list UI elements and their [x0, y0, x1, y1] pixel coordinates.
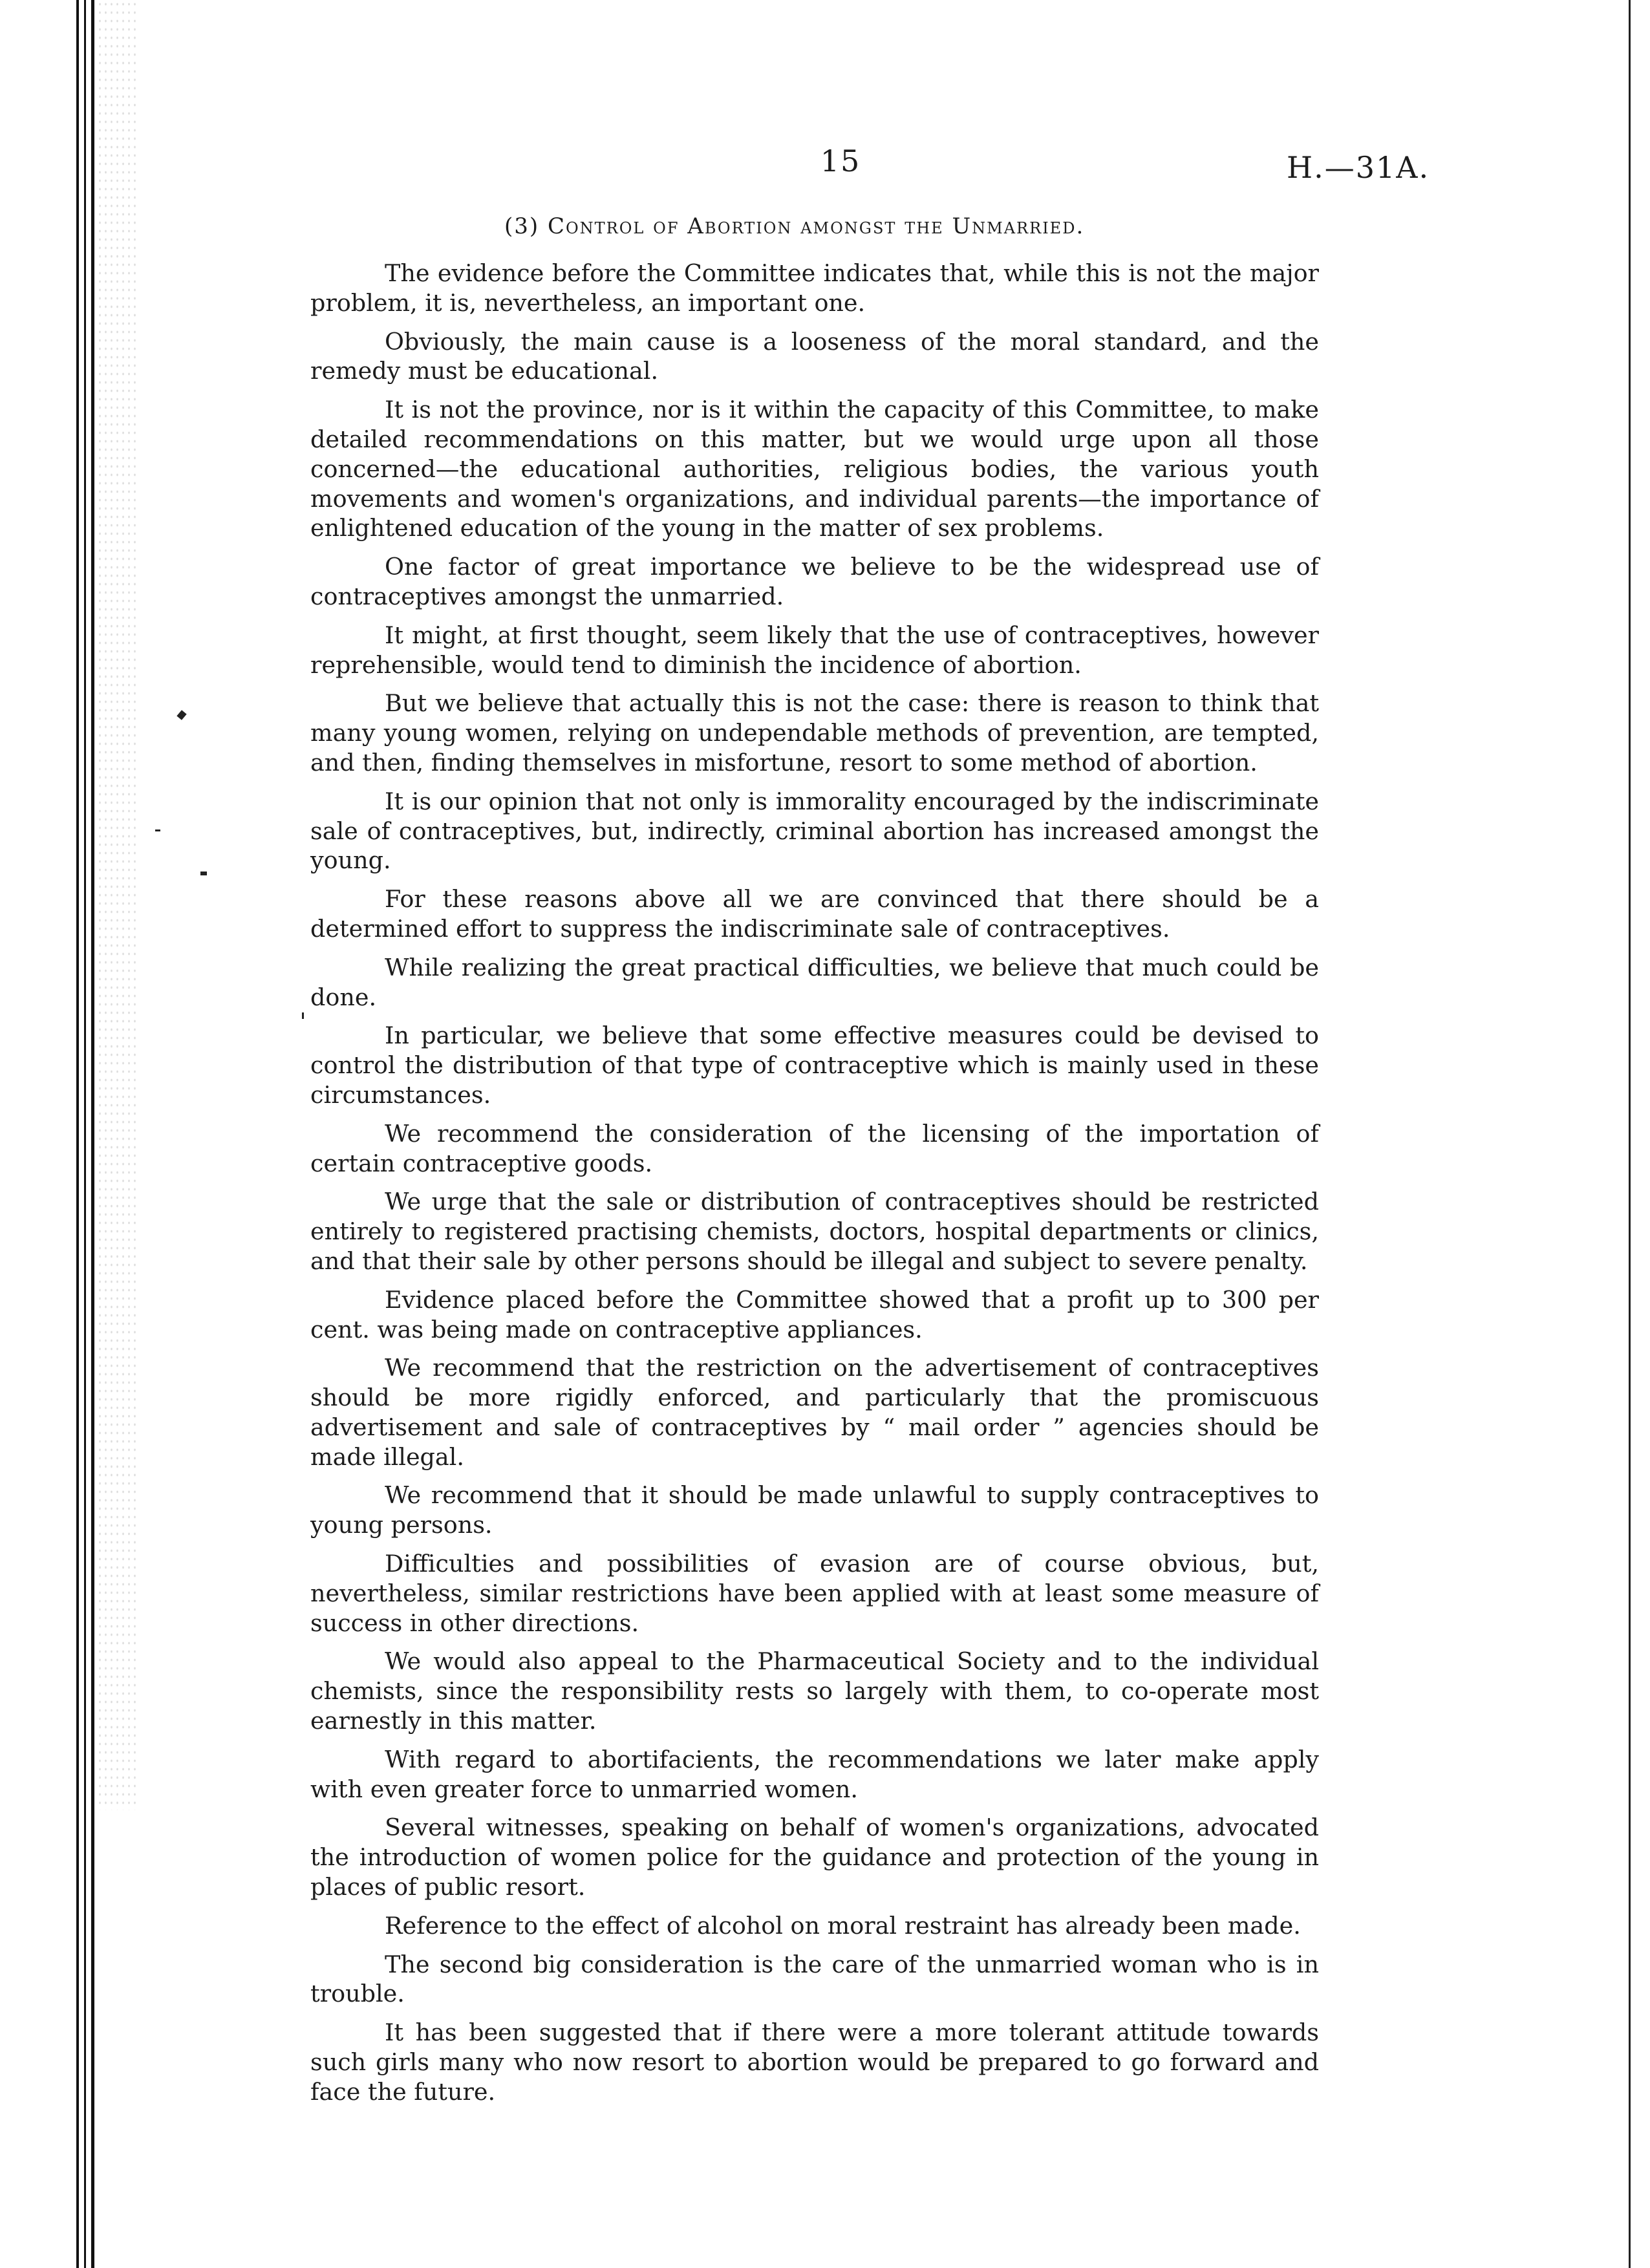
paragraph: The evidence before the Committee indicates that, while this is not the major problem, it is, nevertheless, an important one.: [310, 259, 1319, 317]
paragraph: We would also appeal to the Pharmaceutical Society and to the individual chemists, since the responsibility rests so largely with them, to co-operate most earnestly in this matter.: [310, 1647, 1319, 1735]
binding-rule: [84, 0, 86, 2268]
paragraph: It is our opinion that not only is immorality encouraged by the indiscriminate sale of contraceptives, but, indirectly, criminal abortion has increased amongst the young.: [310, 787, 1319, 875]
paragraph: For these reasons above all we are convinced that there should be a determined effort to suppress the indiscriminate sale of contraceptives.: [310, 885, 1319, 943]
paragraph: We recommend that the restriction on the advertisement of contraceptives should be more rigidly enforced, and particularly that the promiscuous advertisement and sale of contraceptives by “ mail order ” agencies should be made illegal.: [310, 1354, 1319, 1471]
stray-ink-mark: [200, 872, 207, 875]
paragraph: We recommend the consideration of the licensing of the importation of certain contraceptive goods.: [310, 1119, 1319, 1177]
paragraph: It is not the province, nor is it within the capacity of this Committee, to make detailed recommendations on this matter, but we would urge upon all those concerned—the educational authorities, religious bodies, the various youth movements and women's organizations, and individual parents—the importance of enlightened education of the young in the matter of sex problems.: [310, 396, 1319, 542]
stray-ink-mark: [302, 1012, 304, 1019]
paragraph: Difficulties and possibilities of evasion are of course obvious, but, nevertheless, similar restrictions have been applied with at least some measure of success in other directions.: [310, 1550, 1319, 1637]
paragraph: Reference to the effect of alcohol on moral restraint has already been made.: [385, 1911, 1301, 1940]
binding-rule: [91, 0, 94, 2268]
paragraph: But we believe that actually this is not the case: there is reason to think that many young women, relying on undependable methods of prevention, are tempted, and then, finding themselves in misfortune, resort to some method of abortion.: [310, 689, 1319, 776]
paragraph: With regard to abortifacients, the recommendations we later make apply with even greater force to unmarried women.: [310, 1745, 1319, 1803]
paragraph: It might, at first thought, seem likely that the use of contraceptives, however reprehensible, would tend to diminish the incidence of abortion.: [310, 621, 1319, 679]
paragraph: We recommend that it should be made unlawful to supply contraceptives to young persons.: [310, 1481, 1319, 1539]
paragraph: In particular, we believe that some effective measures could be devised to control the distribution of that type of contraceptive which is mainly used in these circumstances.: [310, 1022, 1319, 1109]
binding-rule: [76, 0, 79, 2268]
paragraph: The second big consideration is the care of the unmarried woman who is in trouble.: [310, 1950, 1319, 2008]
page-number: 15: [820, 144, 861, 178]
scan-noise: [97, 0, 136, 1810]
paragraph: We urge that the sale or distribution of contraceptives should be restricted entirely to registered practising chemists, doctors, hospital departments or clinics, and that their sale by other persons should be illegal and subject to severe penalty.: [310, 1188, 1319, 1275]
stray-ink-mark: [177, 710, 186, 720]
stray-ink-mark: [155, 829, 160, 831]
section-heading: (3) Control of Abortion amongst the Unmarried.: [504, 213, 1085, 239]
paragraph: It has been suggested that if there were a more tolerant attitude towards such girls many who now resort to abortion would be prepared to go forward and face the future.: [310, 2018, 1319, 2106]
paragraph: Several witnesses, speaking on behalf of women's organizations, advocated the introduction of women police for the guidance and protection of the young in places of public resort.: [310, 1813, 1319, 1901]
document-reference: H.—31A.: [1287, 150, 1430, 185]
paragraph: Obviously, the main cause is a looseness of the moral standard, and the remedy must be educational.: [310, 327, 1319, 385]
paragraph: While realizing the great practical difficulties, we believe that much could be done.: [310, 953, 1319, 1011]
paragraph: Evidence placed before the Committee showed that a profit up to 300 per cent. was being made on contraceptive appliances.: [310, 1285, 1319, 1343]
paragraph: One factor of great importance we believe to be the widespread use of contraceptives amongst the unmarried.: [310, 553, 1319, 610]
scanned-binding-edge: [0, 0, 110, 2268]
body-text: [310, 259, 1319, 2116]
page-right-edge: [1629, 0, 1631, 2268]
